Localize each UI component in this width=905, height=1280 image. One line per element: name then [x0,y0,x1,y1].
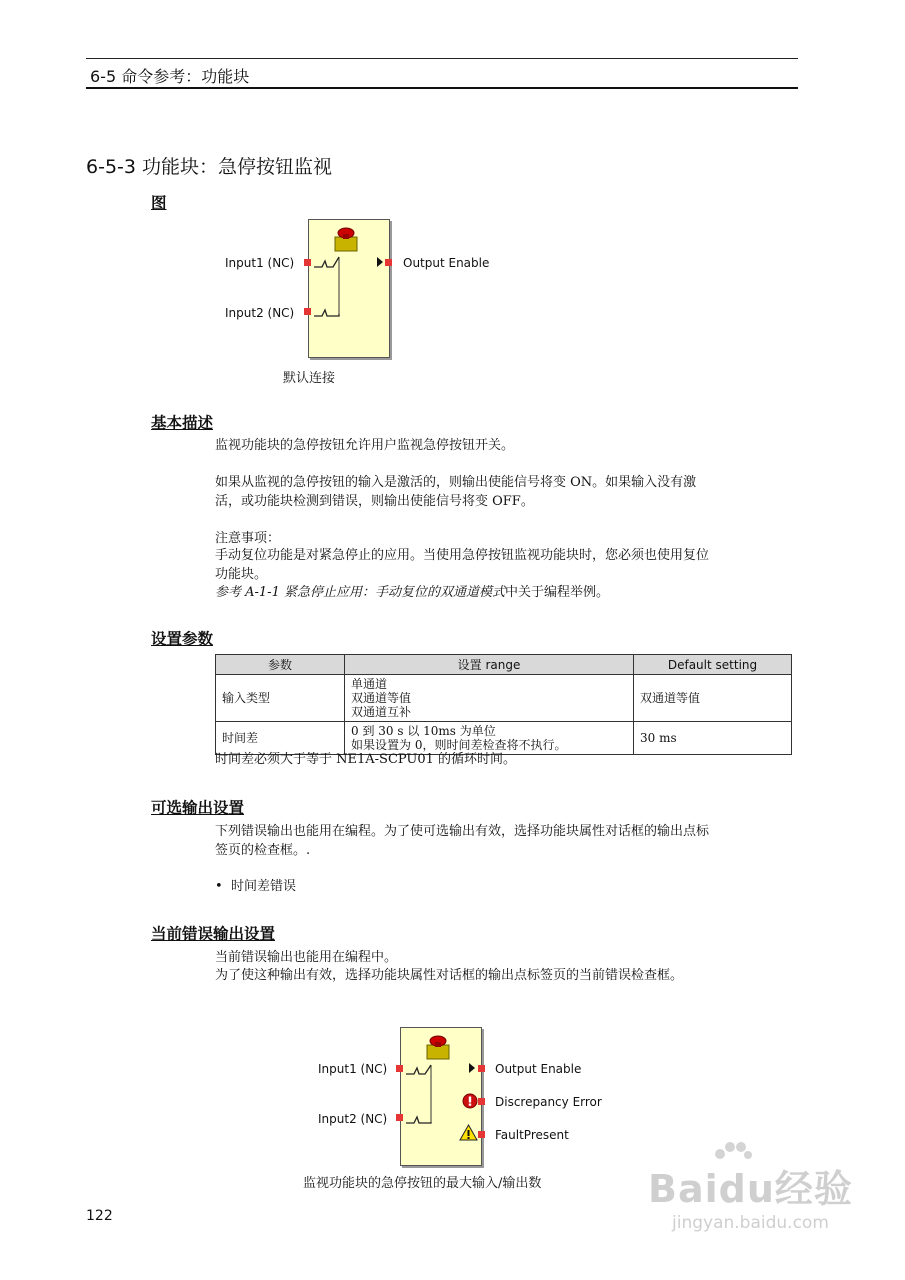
current-p1: 当前错误输出也能用在编程中。 [215,950,398,965]
figure-caption: 监视功能块的急停按钮的最大输入/输出数 [303,1176,542,1191]
row1-range-line: 双通道互补 [351,705,412,719]
output-enable-label: Output Enable [403,256,490,270]
running-header: 6-5 命令参考：功能块 [90,67,250,86]
fault-present-port[interactable] [478,1131,485,1138]
error-icon [462,1093,478,1109]
fault-present-label: FaultPresent [495,1128,569,1142]
input2-label: Input2 (NC) [318,1112,388,1126]
figure-heading: 图 [151,194,167,212]
note-title: 注意事项： [215,531,281,546]
parameters-note: 时间差必须大于等于 NE1A-SCPU01 的循环时间。 [215,752,517,767]
row1-default: 双通道等值 [634,675,792,722]
row2-default: 30 ms [634,722,792,755]
figure-caption: 默认连接 [283,371,336,386]
current-p2: 为了使这种输出有效，选择功能块属性对话框的输出点标签页的当前错误检查框。 [215,968,684,983]
input2-port[interactable] [304,308,311,315]
parameters-heading: 设置参数 [151,630,214,648]
row1-range-line: 双通道等值 [351,691,412,705]
input1-label: Input1 (NC) [225,256,295,270]
page-number: 122 [86,1208,113,1224]
basic-p2a: 如果从监视的急停按钮的输入是激活的，则输出使能信号将变 ON。如果输入没有激 [215,475,697,490]
col-header-param: 参数 [216,655,345,675]
row1-range [345,675,634,722]
emergency-stop-icon [308,219,390,359]
output-arrow-icon [376,257,384,267]
row2-name: 时间差 [216,722,345,755]
optional-output-heading: 可选输出设置 [151,799,245,817]
input1-port[interactable] [304,259,311,266]
reference-rest: 中关于编程举例。 [504,585,609,600]
row1-range-line: 单通道 [351,677,388,691]
basic-description-heading: 基本描述 [151,414,214,432]
basic-p1: 监视功能块的急停按钮允许用户监视急停按钮开关。 [215,438,515,453]
input2-label: Input2 (NC) [225,306,295,320]
table-row [216,675,792,722]
function-block-diagram [215,215,515,390]
basic-p2b: 活，或功能块检测到错误，则输出使能信号将变 OFF。 [215,494,534,509]
row2-range-line: 如果设置为 0，则时间差检查将不执行。 [351,738,567,752]
note-line1: 手动复位功能是对紧急停止的应用。当使用急停按钮监视功能块时，您必须也使用复位 [215,548,710,563]
optional-p1: 下列错误输出也能用在编程。为了使可选输出有效，选择功能块属性对话框的输出点标 [215,824,710,839]
row2-range-line: 0 到 30 s 以 10ms 为单位 [351,724,496,738]
reference-link[interactable]: 参考 A-1-1 紧急停止应用：手动复位的双通道模式 [215,585,505,600]
input1-label: Input1 (NC) [318,1062,388,1076]
watermark-url: jingyan.baidu.com [672,1213,829,1233]
warning-icon [459,1124,478,1141]
table-header-row [216,655,792,675]
row1-name: 输入类型 [216,675,345,722]
reference-line [215,583,609,602]
current-error-heading: 当前错误输出设置 [151,925,276,943]
header-rule-bottom [86,87,798,89]
output-enable-port[interactable] [478,1065,485,1072]
section-title: 6-5-3 功能块：急停按钮监视 [86,156,333,178]
watermark-logo: Baidu经验 [648,1167,853,1211]
optional-p2: 签页的检查框。. [215,843,311,858]
input2-port[interactable] [396,1114,403,1121]
parameters-table [215,654,792,755]
output-arrow-icon [468,1063,476,1073]
discrepancy-error-label: Discrepancy Error [495,1095,602,1109]
bullet-text: 时间差错误 [230,879,296,894]
output-enable-port[interactable] [385,259,392,266]
bullet-item [215,877,296,896]
note-line2: 功能块。 [215,567,268,582]
paw-logo-icon [712,1140,752,1168]
function-block-max-io-diagram [300,1022,630,1197]
col-header-default: Default setting [634,655,792,675]
input1-port[interactable] [396,1065,403,1072]
header-rule-top [86,58,798,59]
bullet-dot: • [215,879,223,894]
col-header-range: 设置 range [345,655,634,675]
output-enable-label: Output Enable [495,1062,582,1076]
discrepancy-error-port[interactable] [478,1098,485,1105]
